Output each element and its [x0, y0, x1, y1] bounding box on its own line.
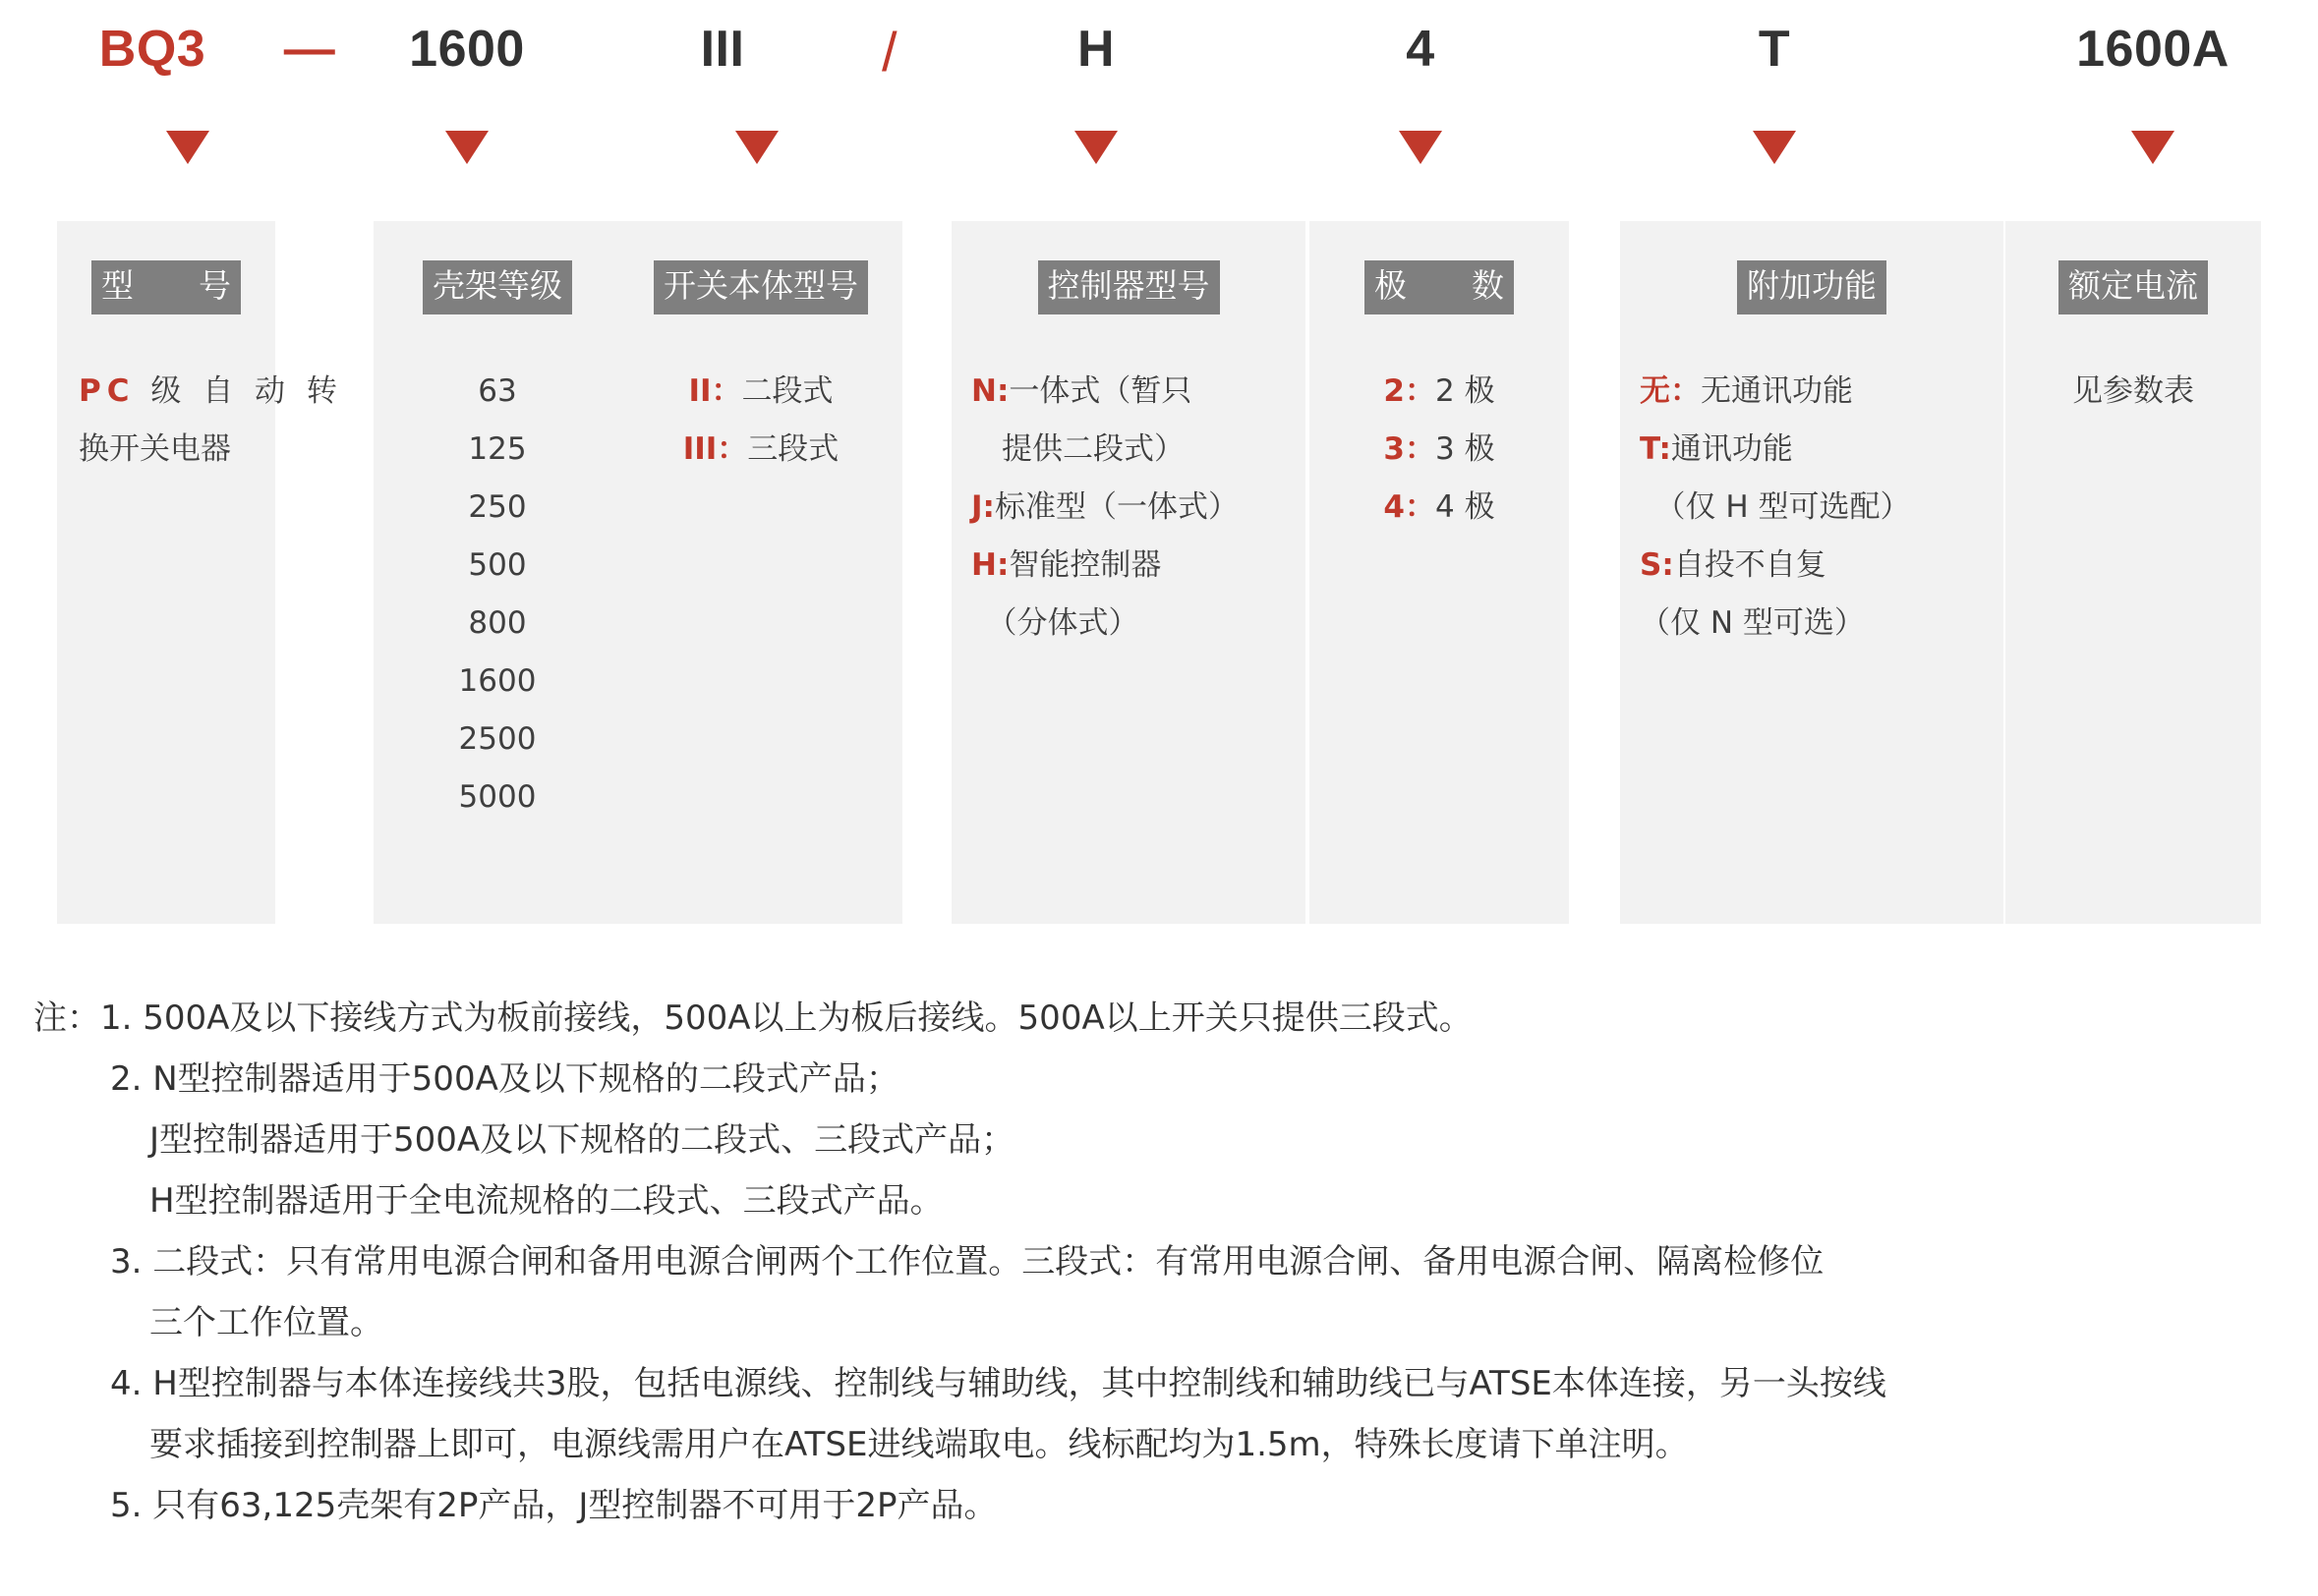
controller-type-item	[971, 363, 1305, 421]
arrow-down-icon-frame	[445, 131, 489, 164]
panel-title-switch-type: 开关本体型号	[654, 260, 868, 314]
function-item	[1640, 421, 2003, 479]
note-4-line-2: 要求插接到控制器上即可，电源线需用户在ATSE进线端取电。线标配均为1.5m，特殊长度请下单注明。	[149, 1425, 1689, 1464]
switch-type-colon: ：	[711, 373, 742, 409]
panel-title-rated-current: 额定电流	[2058, 260, 2208, 314]
notes-label: 注：	[33, 998, 100, 1038]
poles-text: 3 极	[1435, 431, 1495, 467]
poles-code: 2	[1383, 373, 1405, 409]
frame-level-item: 5000	[458, 779, 537, 815]
panel-frame-level	[374, 221, 621, 924]
panel-body-rated-current	[2005, 363, 2261, 421]
poles-code: 4	[1383, 489, 1405, 525]
controller-text: 智能控制器	[1009, 547, 1162, 583]
code-segment-dash: —	[283, 21, 336, 78]
poles-code: 3	[1383, 431, 1405, 467]
panel-body-controller-type	[952, 363, 1305, 653]
poles-colon: ：	[1405, 431, 1435, 467]
note-3-line-2: 三个工作位置。	[149, 1303, 383, 1342]
controller-colon: :	[982, 489, 995, 525]
function-item-cont: （仅 N 型可选）	[1640, 605, 1865, 641]
poles-item	[1309, 479, 1569, 537]
panel-body-switch-type	[619, 363, 902, 479]
function-code: S	[1640, 547, 1662, 583]
switch-type-item	[619, 421, 902, 479]
panel-body-frame-level	[374, 363, 621, 826]
panel-title-model: 型 号	[91, 260, 241, 314]
rated-current-text: 见参数表	[2072, 373, 2194, 409]
arrow-down-icon-controller	[1074, 131, 1118, 164]
panel-header-rated-current	[2005, 260, 2261, 315]
panel-title-frame-level: 壳架等级	[423, 260, 572, 314]
function-colon: :	[1661, 547, 1674, 583]
controller-code: H	[971, 547, 997, 583]
controller-text: 标准型（一体式）	[994, 489, 1239, 525]
model-line-2: 换开关电器	[79, 431, 231, 467]
panel-model	[57, 221, 343, 924]
note-4-line-1: 4. H型控制器与本体连接线共3股，包括电源线、控制线与辅助线，其中控制线和辅助线已与ATSE本体连接，另一头按线	[110, 1364, 1886, 1403]
arrow-down-icon-poles	[1399, 131, 1442, 164]
switch-type-text: 二段式	[741, 373, 834, 409]
panel-switch-type	[619, 221, 902, 924]
arrow-down-icon-switch	[735, 131, 779, 164]
frame-level-item: 1600	[458, 663, 537, 699]
poles-colon: ：	[1405, 373, 1435, 409]
panel-title-poles: 极 数	[1364, 260, 1514, 314]
panel-header-switch-type	[619, 260, 902, 315]
panel-header-poles	[1309, 260, 1569, 315]
code-segment-controller: H	[1076, 21, 1116, 78]
switch-type-item	[619, 363, 902, 421]
function-item	[1640, 363, 2003, 421]
spec-panels	[0, 221, 2318, 924]
arrow-down-icon-model	[166, 131, 209, 164]
note-2-line-2: J型控制器适用于500A及以下规格的二段式、三段式产品；	[149, 1120, 1015, 1160]
switch-type-code: II	[688, 373, 712, 409]
panel-body-model	[57, 363, 343, 479]
panel-header-model	[57, 260, 275, 315]
panel-poles	[1309, 221, 1569, 924]
function-text: 无通讯功能	[1701, 373, 1853, 409]
note-1	[33, 988, 2294, 1049]
panel-additional-function	[1620, 221, 2003, 924]
controller-colon: :	[996, 547, 1010, 583]
function-colon: :	[1658, 431, 1671, 467]
switch-type-text: 三段式	[747, 431, 840, 467]
controller-type-item-cont: 提供二段式）	[971, 431, 1185, 467]
panel-controller-type	[952, 221, 1305, 924]
controller-text: 一体式（暂只	[1009, 373, 1192, 409]
arrow-down-icon-function	[1753, 131, 1796, 164]
notes-section	[33, 988, 2294, 1536]
frame-level-item: 2500	[458, 721, 537, 757]
function-item	[1640, 537, 2003, 595]
function-text: 自投不自复	[1673, 547, 1826, 583]
model-code-pc: PC	[79, 373, 136, 409]
panel-title-controller-type: 控制器型号	[1038, 260, 1220, 314]
note-5: 5. 只有63,125壳架有2P产品，J型控制器不可用于2P产品。	[110, 1486, 998, 1525]
code-segment-model: BQ3	[98, 21, 206, 78]
code-segment-switch-type: III	[700, 21, 745, 78]
poles-item	[1309, 421, 1569, 479]
panel-header-controller-type	[952, 260, 1305, 315]
frame-level-item: 800	[468, 605, 527, 641]
controller-code: N	[971, 373, 997, 409]
frame-level-item: 125	[468, 431, 527, 467]
function-text: 通讯功能	[1670, 431, 1793, 467]
note-2-line-1: 2. N型控制器适用于500A及以下规格的二段式产品；	[110, 1059, 899, 1099]
arrow-down-icon-current	[2131, 131, 2174, 164]
code-segment-poles: 4	[1406, 21, 1435, 78]
function-colon: ：	[1670, 373, 1701, 409]
note-2-line-3: H型控制器适用于全电流规格的二段式、三段式产品。	[149, 1181, 944, 1221]
panel-body-additional-function	[1620, 363, 2003, 653]
model-line-1-text: 级 自 动 转	[150, 373, 343, 409]
switch-type-code: III	[682, 431, 718, 467]
frame-level-item: 63	[478, 373, 517, 409]
poles-colon: ：	[1405, 489, 1435, 525]
switch-type-colon: ：	[717, 431, 748, 467]
model-line-1	[79, 363, 343, 421]
function-item-cont: （仅 H 型可选配）	[1640, 489, 1911, 525]
panel-rated-current	[2005, 221, 2261, 924]
code-segment-slash: /	[881, 21, 898, 83]
note-1-text: 1. 500A及以下接线方式为板前接线，500A以上为板后接线。500A以上开关只提供三段式。	[100, 998, 1473, 1038]
panel-body-poles	[1309, 363, 1569, 537]
frame-level-item: 250	[468, 489, 527, 525]
note-3-line-1: 3. 二段式：只有常用电源合闸和备用电源合闸两个工作位置。三段式：有常用电源合闸、备用电源合闸、隔离检修位	[110, 1242, 1825, 1282]
poles-text: 2 极	[1435, 373, 1495, 409]
code-segment-function: T	[1758, 21, 1791, 78]
product-code-row	[0, 0, 2318, 138]
frame-level-item: 500	[468, 547, 527, 583]
panel-header-frame-level	[374, 260, 621, 315]
controller-type-item	[971, 479, 1305, 537]
panel-header-additional-function	[1620, 260, 2003, 315]
code-segment-frame: 1600	[409, 21, 525, 78]
poles-text: 4 极	[1435, 489, 1495, 525]
controller-type-item	[971, 537, 1305, 595]
poles-item	[1309, 363, 1569, 421]
function-code: 无	[1640, 373, 1670, 409]
controller-colon: :	[996, 373, 1010, 409]
function-code: T	[1640, 431, 1659, 467]
controller-type-item-cont: （分体式）	[971, 605, 1139, 641]
controller-code: J	[971, 489, 983, 525]
panel-title-additional-function: 附加功能	[1737, 260, 1886, 314]
code-segment-current: 1600A	[2076, 21, 2230, 78]
